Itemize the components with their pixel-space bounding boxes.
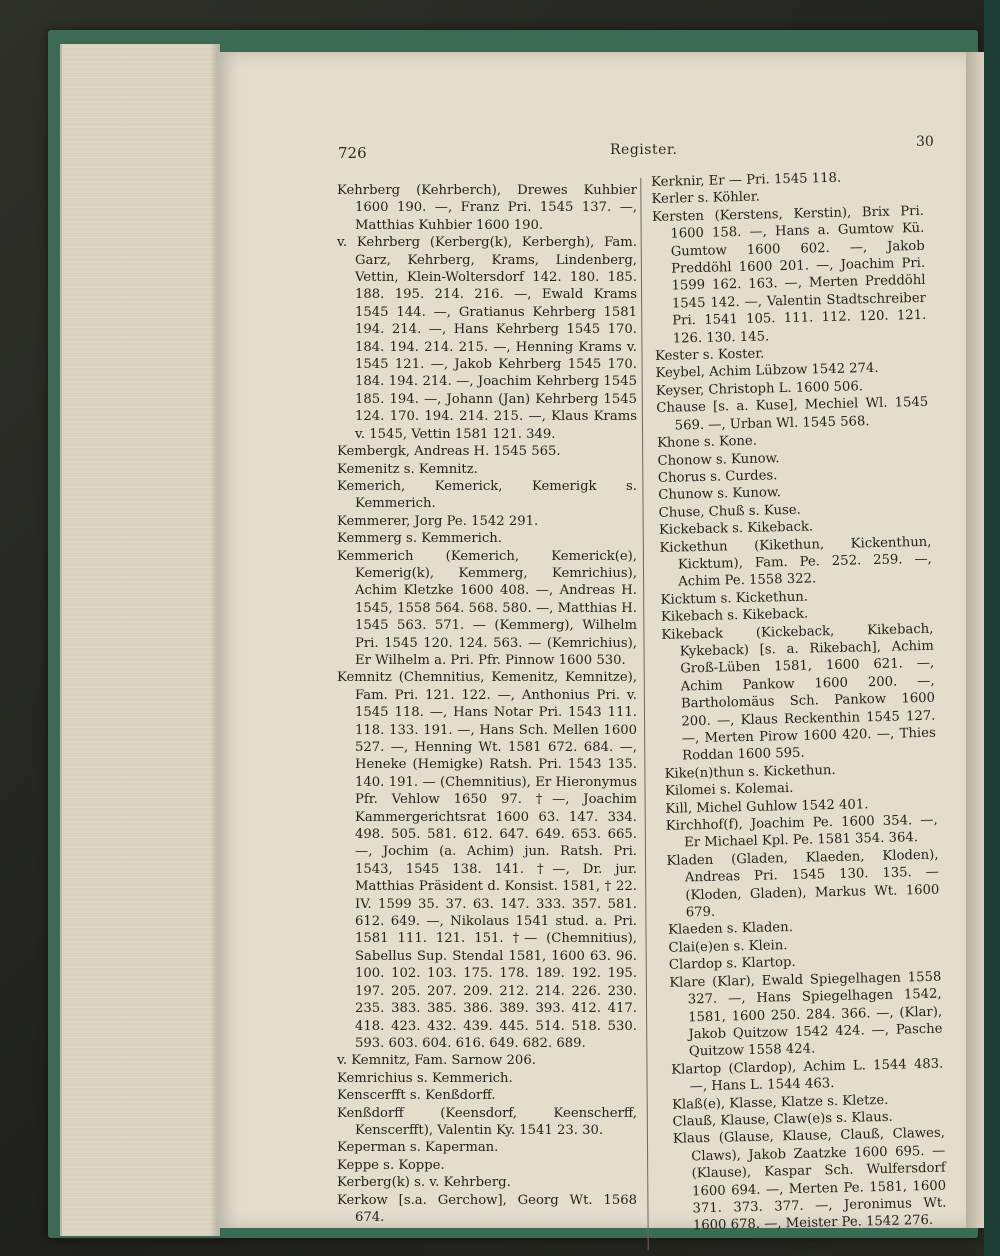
register-entry: Clai(e)en s. Klein. (668, 937, 788, 956)
register-entry: Kemnitz (Chemnitius, Kemenitz, Kemnitze), Fam. Pri. 121. 122. —, Anthonius Pri. v. 1545 118. —, Hans Notar Pri. 1543 111. 118. 133. 191. —, Hans Sch. Mellen 1600 527. —, Henning Wt. 1581 672. 684. —, Heneke (Hemigke) Ratsh. Pri. 1543 135. 140. 191. — (Chemnitius), Er Hieronymus Pfr. Vehlow 1650 97. †—, Joachim Kammergerichtsrat 1600 63. 147. 334. 498. 505. 581. 612. 647. 649. 653. 665. —, Jochim (a. Achim) jun. Ratsh. Pri. 1543, 1545 138. 141. †—, Dr. jur. Matthias Präsident d. Konsist. 1581, † 22. IV. 1599 35. 37. 63. 147. 333. 357. 581. 612. 649. —, Nikolaus 1541 stud. a. Pri. 1581 111. 121. 151. †— (Chemnitius), Sabellus Sup. Stendal 1581, 1600 63. 96. 100. 102. 103. 175. 178. 189. 192. 195. 197. 205. 207. 209. 212. 214. 226. 230. 235. 383. 385. 386. 389. 393. 412. 417. 418. 423. 432. 439. 445. 514. 518. 530. 593. 603. 604. 616. 649. 682. 689. (337, 670, 637, 1051)
page-number: 726 (338, 144, 367, 162)
register-entry: Clauß, Klause, Claw(e)s s. Klaus. (672, 1109, 893, 1130)
page-edges (60, 44, 220, 1236)
register-entry: Kemmerer, Jorg Pe. 1542 291. (337, 513, 539, 529)
register-entry: Kikebach s. Kikeback. (660, 606, 809, 626)
register-entry: Khone s. Kone. (656, 433, 758, 452)
register-entry: Kilomei s. Kolemai. (664, 781, 794, 800)
register-entry: Kickethun (Kikethun, Kickenthun, Kicktum), Fam. Pe. 252. 259. —, Achim Pe. 1558 322. (659, 534, 932, 590)
register-entry: Kemmerich (Kemerich, Kemerick(e), Kemerig(k), Kemmerg, Kemrichius), Achim Kletzke 1600 408. —, Andreas H. 1545, 1558 564. 568. 580. —, Matthias H. 1545 563. 571. — (Kemmerg), Wilhelm Pri. 1545 120. 124. 563. — (Kemrichius), Er Wilhelm a. Pri. Pfr. Pinnow 1600 530. (337, 548, 637, 668)
register-entry: Kirchhof(f), Joachim Pe. 1600 354. —, Er Michael Kpl. Pe. 1581 354. 364. (665, 812, 938, 851)
register-column-left (337, 182, 637, 1226)
next-page-edge (966, 52, 984, 1228)
register-entry: v. Kemnitz, Fam. Sarnow 206. (337, 1053, 536, 1069)
running-head: Register. (610, 142, 678, 158)
register-entry: Kersten (Kerstens, Kerstin), Brix Pri. 1600 158. —, Hans a. Gumtow Kü. Gumtow 1600 602. —, Jakob Preddöhl 1600 201. —, Joachim Pri. 1599 162. 163. —, Merten Preddöhl 1545 142. —, Valentin Stadtschreiber Pri. 1541 105. 111. 112. 120. 121. 126. 130. 145. (651, 203, 927, 347)
register-entry: Kemrichius s. Kemmerich. (337, 1070, 513, 1086)
register-entry: Chuse, Chuß s. Kuse. (658, 502, 801, 521)
register-entry: Kladen (Gladen, Klaeden, Kloden), Andreas Pri. 1545 130. 135. — (Kloden, Gladen), Markus Wt. 1600 679. (666, 847, 940, 921)
register-entry: Klare (Klar), Ewald Spiegelhagen 1558 327. —, Hans Spiegelhagen 1542, 1581, 1600 250. 284. 366. —, (Klar), Jakob Quitzow 1542 424. —, Pasche Quitzow 1558 424. (669, 969, 943, 1060)
register-entry: Kenßdorff (Keensdorf, Keenscherff, Kenscerfft), Valentin Ky. 1541 23. 30. (337, 1105, 637, 1138)
register-entry: Kill, Michel Guhlow 1542 401. (665, 796, 869, 817)
register-entry: Kembergk, Andreas H. 1545 565. (337, 444, 561, 460)
register-entry: v. Kehrberg (Kerberg(k), Kerbergh), Fam. Garz, Kehrberg, Krams, Lindenberg, Vettin, Klein-Woltersdorf 142. 180. 185. 188. 195. 214. 216. —, Ewald Krams 1545 144. —, Gratianus Kehrberg 1581 194. 214. —, Hans Kehrberg 1545 170. 184. 194. 214. 215. —, Henning Krams v. 1545 121. —, Jakob Kehrberg 1545 170. 184. 194. 214. —, Joachim Kehrberg 1545 185. 194. —, Johann (Jan) Kehrberg 1545 124. 170. 194. 214. 215. —, Klaus Krams v. 1545, Vettin 1581 121. 349. (337, 235, 637, 442)
register-entry: Kenscerfft s. Kenßdorff. (337, 1088, 496, 1104)
register-entry: Klartop (Clardop), Achim L. 1544 483. —, Hans L. 1544 463. (671, 1056, 944, 1095)
register-entry: Kerknir, Er — Pri. 1545 118. (651, 170, 842, 190)
register-entry: Chause [s. a. Kuse], Mechiel Wl. 1545 569. —, Urban Wl. 1545 568. (656, 395, 929, 434)
register-column-right (651, 168, 947, 1236)
register-entry: Kehrberg (Kehrberch), Drewes Kuhbier 1600 190. —, Franz Pri. 1545 137. —, Matthias Kuhbier 1600 190. (337, 183, 637, 233)
register-entry: Clardop s. Klartop. (668, 955, 796, 974)
register-entry: Chonow s. Kunow. (657, 450, 780, 469)
register-entry: Klaeden s. Kladen. (668, 920, 793, 939)
register-entry: Kerkow [s.a. Gerchow], Georg Wt. 1568 674. (337, 1192, 637, 1225)
register-entry: Kike(n)thun s. Kickethun. (664, 762, 836, 782)
register-entry: Kemmerg s. Kemmerich. (337, 531, 502, 547)
register-entry: Klaus (Glause, Klause, Clauß, Clawes, Claws), Jakob Zaatzke 1600 695. — (Klause), Kaspar Sch. Wulfersdorf 1600 694. —, Merten Pe. 1581, 1600 371. 373. 377. —, Jeronimus Wt. 1600 678. —, Meister Pe. 1542 276. (672, 1125, 947, 1234)
register-entry: Chorus s. Curdes. (657, 468, 778, 486)
register-entry: Chunow s. Kunow. (658, 485, 781, 504)
register-entry: Klaß(e), Klasse, Klatze s. Kletze. (671, 1092, 889, 1113)
register-entry: Keppe s. Koppe. (337, 1157, 445, 1173)
register-entry: Keyser, Christoph L. 1600 506. (655, 379, 864, 399)
register-entry: Kikeback (Kickeback, Kikebach, Kykeback) [s. a. Rikebach], Achim Groß-Lüben 1581, 1600 621. —, Achim Pankow 1600 200. —, Bartholomäus Sch. Pankow 1600 200. —, Klaus Reckenthin 1545 127. —, Merten Pirow 1600 420. —, Thies Roddan 1600 595. (661, 621, 936, 764)
register-entry: Keperman s. Kaperman. (337, 1140, 499, 1156)
register-entry: Kickeback s. Kikeback. (658, 519, 814, 539)
register-entry: Kicktum s. Kickethun. (660, 589, 809, 608)
register-entry: Keybel, Achim Lübzow 1542 274. (655, 361, 879, 382)
register-entry: Kester s. Koster. (654, 346, 765, 365)
page-mark: 30 (916, 134, 934, 150)
register-entry: Kemenitz s. Kemnitz. (337, 461, 478, 477)
register-entry: Kemerich, Kemerick, Kemerigk s. Kemmerich. (337, 478, 637, 512)
cover-edge-right (984, 0, 1000, 1256)
register-entry: Kerler s. Köhler. (651, 189, 761, 208)
register-entry: Kerberg(k) s. v. Kehrberg. (337, 1175, 511, 1191)
